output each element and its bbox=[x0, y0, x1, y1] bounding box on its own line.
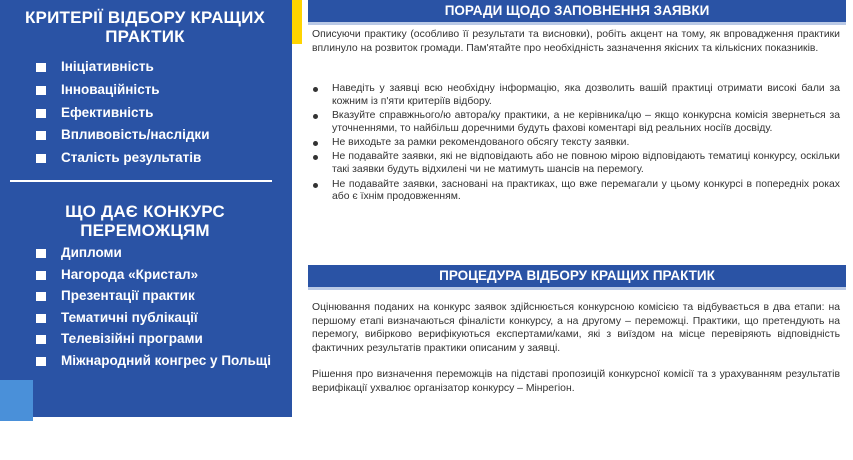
procedure-paragraph-2: Рішення про визначення переможців на підставі пропозицій конкурсної комісії та з урахуванням результатів верифікації ухвалює організатор конкурсу – Мінрегіон. bbox=[312, 369, 840, 394]
benefit-item-label: Міжнародний конгрес у Польщі bbox=[61, 352, 271, 368]
benefit-item-label: Нагорода «Кристал» bbox=[61, 266, 199, 282]
list-item bbox=[312, 137, 840, 150]
list-item bbox=[312, 179, 840, 205]
benefit-item-label: Тематичні публікації bbox=[61, 309, 198, 325]
list-item bbox=[36, 267, 286, 283]
list-item bbox=[36, 82, 286, 98]
square-bullet-icon bbox=[36, 154, 46, 163]
square-bullet-icon bbox=[36, 109, 46, 118]
square-bullet-icon bbox=[36, 63, 46, 72]
square-bullet-icon bbox=[36, 357, 46, 366]
criteria-item-label: Впливовість/наслідки bbox=[61, 127, 210, 143]
criteria-list bbox=[36, 59, 286, 173]
list-item bbox=[312, 83, 840, 109]
benefit-item-label: Дипломи bbox=[61, 245, 122, 260]
procedure-section-title: ПРОЦЕДУРА ВІДБОРУ КРАЩИХ ПРАКТИК bbox=[308, 265, 846, 290]
round-bullet-icon bbox=[313, 141, 318, 146]
list-item bbox=[36, 288, 286, 304]
square-bullet-icon bbox=[36, 86, 46, 95]
tips-intro: Описуючи практику (особливо її результати та висновки), робіть акцент на тому, як впровадження практики вплинуло на розвиток громади. Пам'ятайте про необхідність зазначення якісних та кількісних показників. bbox=[312, 29, 840, 54]
criteria-heading: КРИТЕРІЇ ВІДБОРУ КРАЩИХ ПРАКТИК bbox=[24, 8, 266, 46]
benefits-heading: ЩО ДАЄ КОНКУРС ПЕРЕМОЖЦЯМ bbox=[65, 202, 225, 240]
criteria-item-label: Сталість результатів bbox=[61, 150, 202, 166]
square-bullet-icon bbox=[36, 249, 46, 258]
square-bullet-icon bbox=[36, 314, 46, 323]
square-bullet-icon bbox=[36, 292, 46, 301]
list-item bbox=[312, 151, 840, 177]
procedure-paragraph-1: Оцінювання поданих на конкурс заявок здійснюється конкурсною комісією та відбувається в два етапи: на першому етапі визначаються фіналісти конкурсу, а на другому – переможці. Практики, що претендують на перемогу, вибірково верифікуються експертами/ками, які з виїздом на місце перевіряють відповідність фактичних результатів практики описаним у заявці. bbox=[312, 302, 840, 354]
round-bullet-icon bbox=[313, 114, 318, 119]
list-item bbox=[36, 353, 286, 369]
benefit-item-label: Телевізійні програми bbox=[61, 331, 203, 346]
list-item bbox=[36, 127, 286, 143]
list-item bbox=[36, 59, 286, 75]
list-item bbox=[36, 331, 286, 347]
tip-text: Не подавайте заявки, які не відповідають або не повною мірою відповідають тематиці конкурсу, оскільки такі заявки будуть відхилені чи не матимуть шансів на перемогу. bbox=[332, 151, 840, 176]
list-item bbox=[36, 245, 286, 261]
criteria-item-label: Інноваційність bbox=[61, 81, 160, 97]
tip-text: Наведіть у заявці всю необхідну інформацію, яка дозволить вашій практиці отримати високі бали за кожним із п'яти критеріїв відбору. bbox=[332, 83, 840, 107]
tip-text: Вказуйте справжнього/ю автора/ку практики, а не керівника/цю – якщо конкурсна комісія звернеться за уточненнями, то найбільш доречними будуть фахові коментарі від реальних носіїв досвіду. bbox=[332, 110, 840, 134]
sidebar-divider bbox=[10, 180, 272, 182]
square-bullet-icon bbox=[36, 131, 46, 140]
benefit-item-label: Презентації практик bbox=[61, 288, 195, 303]
list-item bbox=[36, 105, 286, 121]
criteria-item-label: Ініціативність bbox=[61, 59, 154, 74]
square-bullet-icon bbox=[36, 335, 46, 344]
list-item bbox=[36, 310, 286, 326]
sidebar-panel bbox=[0, 0, 292, 417]
light-blue-accent-block bbox=[0, 380, 33, 421]
criteria-item-label: Ефективність bbox=[61, 104, 154, 120]
list-item bbox=[312, 110, 840, 136]
tip-text: Не виходьте за рамки рекомендованого обсягу тексту заявки. bbox=[332, 137, 630, 149]
tip-text: Не подавайте заявки, засновані на практиках, що вже перемагали у цьому конкурсі в попередніх роках або є їхнім продовженням. bbox=[332, 178, 840, 203]
tips-section-title: ПОРАДИ ЩОДО ЗАПОВНЕННЯ ЗАЯВКИ bbox=[308, 0, 846, 25]
benefits-list bbox=[36, 245, 286, 374]
round-bullet-icon bbox=[313, 155, 318, 160]
square-bullet-icon bbox=[36, 271, 46, 280]
list-item bbox=[36, 150, 286, 166]
tips-list bbox=[312, 83, 840, 206]
round-bullet-icon bbox=[313, 183, 318, 188]
round-bullet-icon bbox=[313, 87, 318, 92]
